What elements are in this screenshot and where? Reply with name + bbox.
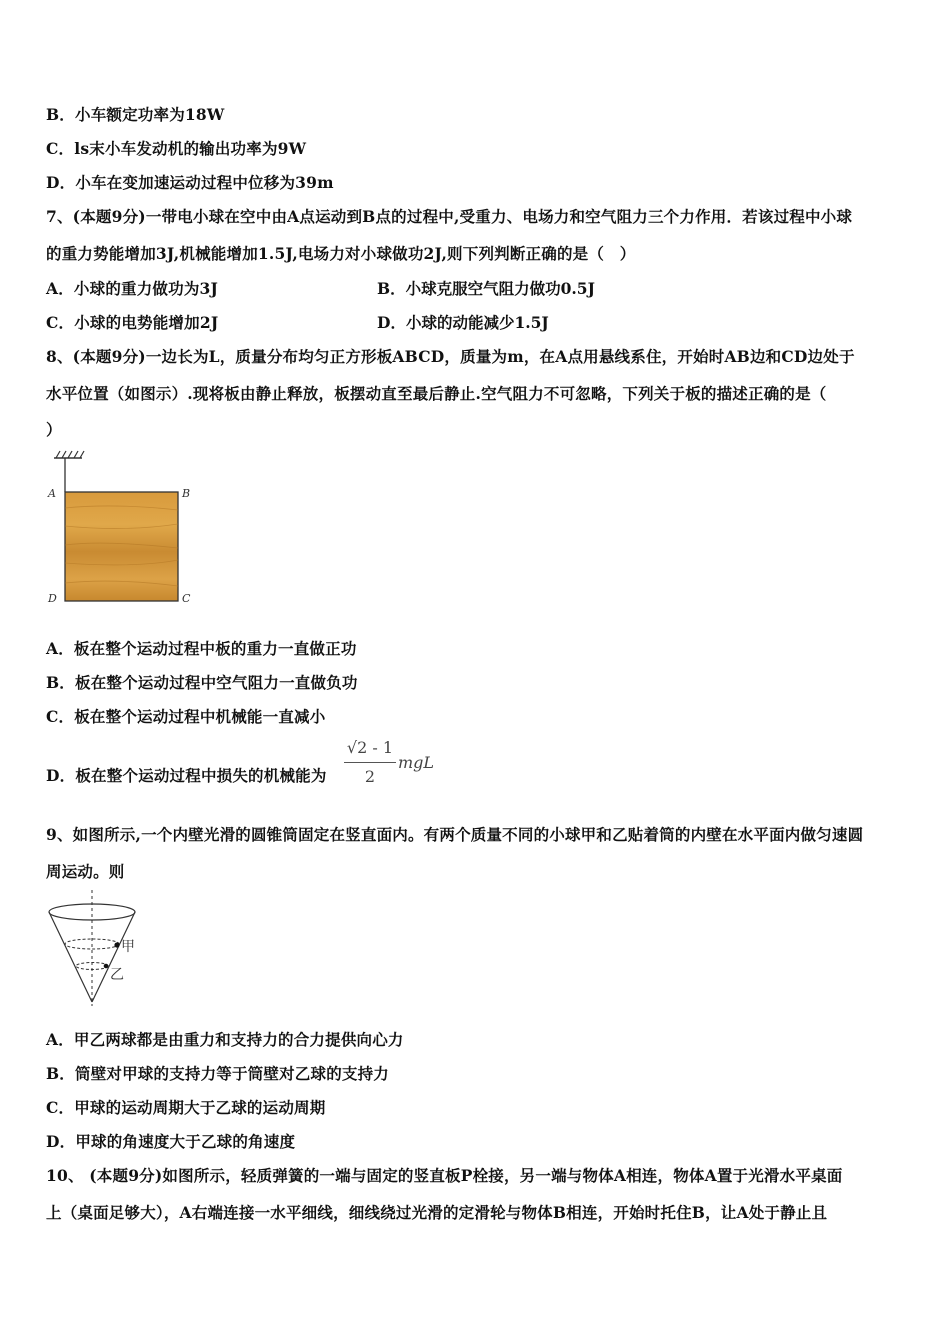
q8-stem-line1: 8、(本题9分)一边长为L，质量分布均匀正方形板ABCD，质量为m，在A点用悬线系住，开始时AB边和CD边处于 xyxy=(46,347,855,366)
label-d: D xyxy=(48,592,57,605)
q9-option-a: A．甲乙两球都是由重力和支持力的合力提供向心力 xyxy=(46,1030,404,1049)
fraction-bar xyxy=(344,762,396,763)
q6-option-d: D．小车在变加速运动过程中位移为39m xyxy=(46,173,334,192)
q9-stem-line2: 周运动。则 xyxy=(46,862,125,881)
fraction-denominator: 2 xyxy=(364,767,376,786)
q7-option-a: A．小球的重力做功为3J xyxy=(46,279,219,298)
q6-option-b: B．小车额定功率为18W xyxy=(46,105,225,124)
fraction-suffix: mgL xyxy=(398,753,435,772)
q8-stem-line2: 水平位置（如图示）.现将板由静止释放，板摆动直至最后静止.空气阻力不可忽略，下列关于板的描述正确的是（ xyxy=(46,384,827,403)
q9-option-b: B．筒壁对甲球的支持力等于筒壁对乙球的支持力 xyxy=(46,1064,390,1083)
q10-stem-line2: 上（桌面足够大），A右端连接一水平细线，细线绕过光滑的定滑轮与物体B相连，开始时托住B，让A处于静止且 xyxy=(46,1203,828,1222)
q9-option-c: C．甲球的运动周期大于乙球的运动周期 xyxy=(46,1098,326,1117)
q7-option-c: C．小球的电势能增加2J xyxy=(46,313,219,332)
q10-stem-line1: 10、 (本题9分)如图所示，轻质弹簧的一端与固定的竖直板P栓接，另一端与物体A相连，物体A置于光滑水平桌面 xyxy=(46,1166,843,1185)
q9-stem-line1: 9、如图所示,一个内壁光滑的圆锥筒固定在竖直面内。有两个质量不同的小球甲和乙贴着筒的内壁在水平面内做匀速圆 xyxy=(46,825,864,844)
q7-option-d: D．小球的动能减少1.5J xyxy=(377,313,549,332)
ball-yi xyxy=(104,964,109,969)
cone-figure xyxy=(44,888,154,1008)
label-c: C xyxy=(182,592,191,605)
cone-rim xyxy=(49,904,135,920)
q7-stem-line2: 的重力势能增加3J,机械能增加1.5J,电场力对小球做功2J,则下列判断正确的是（ ） xyxy=(46,244,636,263)
q9-option-d: D．甲球的角速度大于乙球的角速度 xyxy=(46,1132,296,1151)
label-yi: 乙 xyxy=(110,967,124,983)
label-a: A xyxy=(48,487,56,500)
q7-option-b: B．小球克服空气阻力做功0.5J xyxy=(377,279,595,298)
q6-option-c: C．ls末小车发动机的输出功率为9W xyxy=(46,139,307,158)
ceiling-mount-icon xyxy=(54,451,84,458)
label-b: B xyxy=(182,487,191,500)
q8-option-b: B．板在整个运动过程中空气阻力一直做负功 xyxy=(46,673,358,692)
q8-stem-line3: ） xyxy=(46,420,62,439)
ball-jia xyxy=(114,942,119,947)
q7-stem-line1: 7、(本题9分)一带电小球在空中由A点运动到B点的过程中,受重力、电场力和空气阻力三个力作用．若该过程中小球 xyxy=(46,207,853,226)
square-plate-figure xyxy=(44,448,204,608)
label-jia: 甲 xyxy=(121,939,135,955)
q8-option-c: C．板在整个运动过程中机械能一直减小 xyxy=(46,707,326,726)
q8-option-d-prefix: D．板在整个运动过程中损失的机械能为 xyxy=(46,766,327,785)
fraction-numerator: √2 - 1 xyxy=(346,738,394,757)
q8-option-a: A．板在整个运动过程中板的重力一直做正功 xyxy=(46,639,357,658)
